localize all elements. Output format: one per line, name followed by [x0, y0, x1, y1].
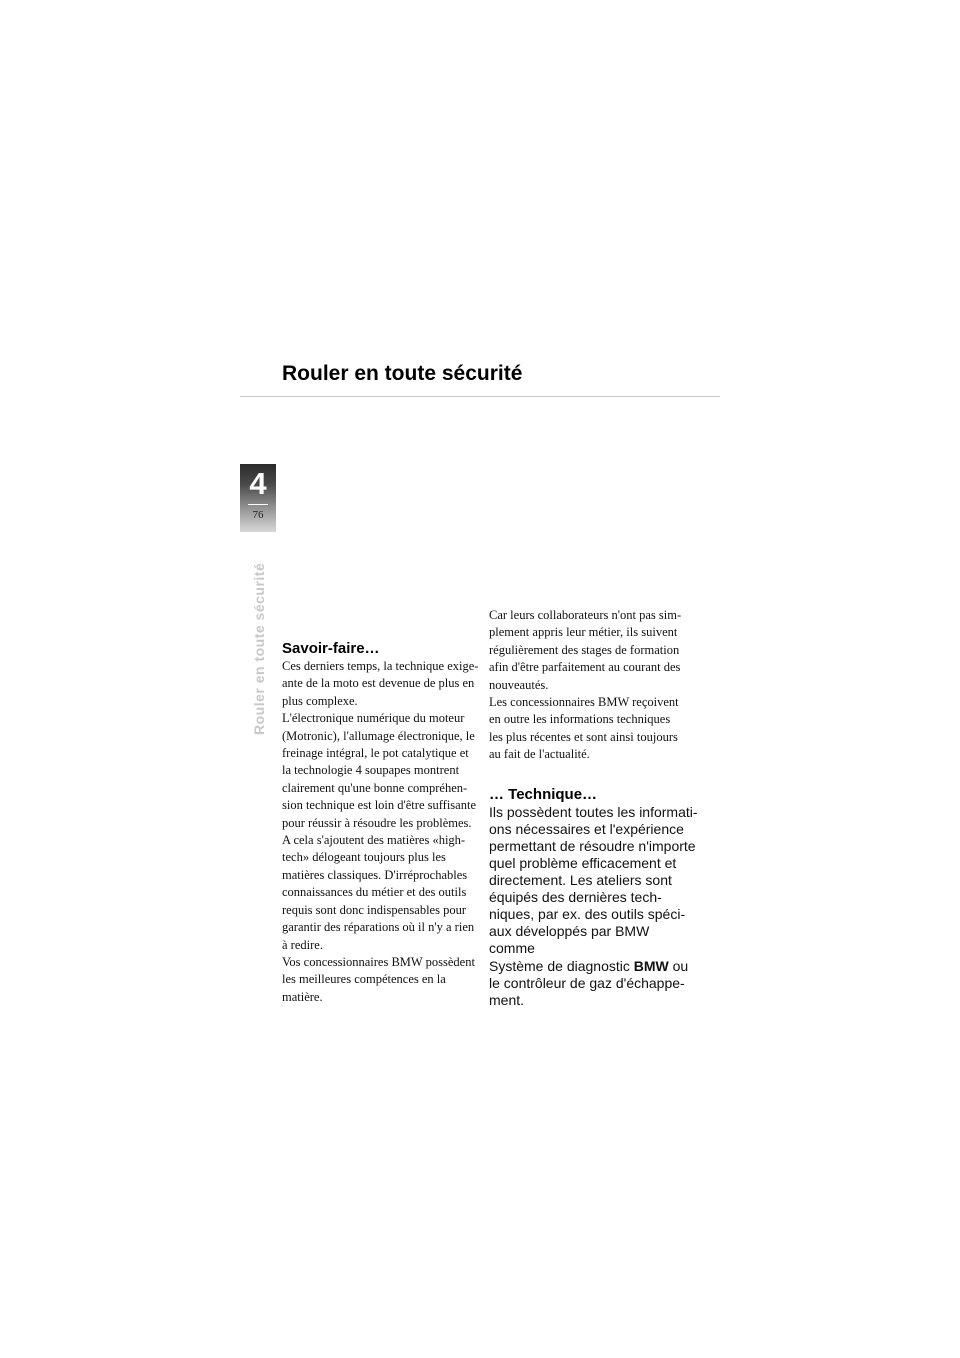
- body-line: ment.: [489, 991, 525, 1008]
- body-line: aux développés par BMW: [489, 923, 650, 940]
- section-title-savoir-faire: Savoir-faire…: [282, 640, 380, 657]
- body-line: A cela s'ajoutent des matières «high-: [282, 833, 466, 848]
- formation-body: [489, 607, 694, 764]
- header-divider: [240, 396, 720, 397]
- savoir-faire-body: [282, 658, 482, 1006]
- chapter-number: 4: [249, 466, 267, 501]
- diagnostic-line: [489, 958, 694, 975]
- page-title: Rouler en toute sécurité: [282, 362, 523, 385]
- body-line: clairement qu'une bonne compréhen-: [282, 780, 468, 795]
- body-line: L'électronique numérique du moteur: [282, 711, 465, 726]
- body-line: nouveautés.: [489, 677, 549, 692]
- body-line: Ces derniers temps, la technique exige-: [282, 659, 479, 673]
- body-line: matière.: [282, 989, 323, 1004]
- body-line: plus complexe.: [282, 693, 358, 708]
- body-line: connaissances du métier et des outils: [282, 885, 467, 900]
- body-line: sion technique est loin d'être suffisante: [282, 798, 476, 813]
- body-line: afin d'être parfaitement au courant des: [489, 660, 681, 675]
- body-line: Ils possèdent toutes les informati-: [489, 803, 698, 820]
- body-line: ons nécessaires et l'expérience: [489, 820, 684, 837]
- body-line: garantir des réparations où il n'y a rien: [282, 920, 475, 935]
- body-line: Vos concessionnaires BMW possèdent: [282, 954, 475, 969]
- chapter-tab: [240, 464, 276, 532]
- body-line: (Motronic), l'allumage électronique, le: [282, 728, 475, 743]
- body-line: le contrôleur de gaz d'échappe-: [489, 974, 685, 991]
- body-line: Les concessionnaires BMW reçoivent: [489, 695, 679, 710]
- side-chapter-label: Rouler en toute sécurité: [251, 562, 267, 735]
- body-line: niques, par ex. des outils spéci-: [489, 906, 686, 923]
- body-line: plement appris leur métier, ils suivent: [489, 625, 678, 640]
- body-line: permettant de résoudre n'importe: [489, 837, 696, 854]
- body-line: en outre les informations techniques: [489, 712, 671, 727]
- bmw-brand: BMW: [633, 957, 669, 974]
- body-line: les meilleures compétences en la: [282, 972, 446, 987]
- page-number: 76: [252, 509, 264, 521]
- body-line: à redire.: [282, 937, 323, 952]
- body-line: les plus récentes et sont ainsi toujours: [489, 729, 678, 744]
- right-column: [489, 607, 698, 1009]
- body-line: équipés des dernières tech-: [489, 889, 662, 906]
- diagnostic-suffix: ou: [668, 957, 689, 974]
- body-line: tech» délogeant toujours plus les: [282, 850, 446, 865]
- body-line: requis sont donc indispensables pour: [282, 902, 467, 917]
- diagnostic-prefix: Système de diagnostic: [489, 957, 634, 974]
- body-line: au fait de l'actualité.: [489, 747, 590, 762]
- body-line: pour réussir à résoudre les problèmes.: [282, 815, 472, 830]
- body-line: quel problème efficacement et: [489, 854, 677, 871]
- left-column: [282, 640, 482, 1006]
- body-line: Car leurs collaborateurs n'ont pas sim-: [489, 608, 682, 622]
- body-line: la technologie 4 soupapes montrent: [282, 763, 460, 778]
- body-line: matières classiques. D'irréprochables: [282, 867, 468, 882]
- body-line: ante de la moto est devenue de plus en: [282, 676, 475, 691]
- chapter-divider: [248, 504, 268, 505]
- technique-body: [489, 803, 698, 1009]
- body-line: comme: [489, 940, 535, 957]
- body-line: régulièrement des stages de formation: [489, 642, 680, 657]
- body-line: directement. Les ateliers sont: [489, 872, 672, 889]
- section-title-technique: … Technique…: [489, 785, 598, 803]
- body-line: freinage intégral, le pot catalytique et: [282, 746, 469, 761]
